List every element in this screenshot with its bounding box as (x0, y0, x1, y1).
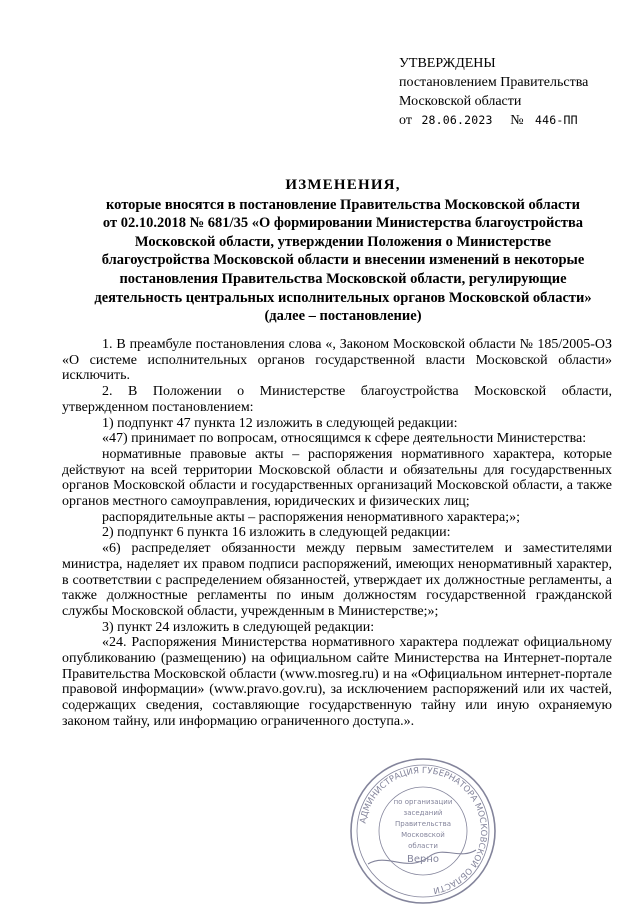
title-line: которые вносятся в постановление Правительства Московской области (106, 196, 580, 213)
stamp-center-line: по организации (393, 798, 453, 806)
paragraph-1: 1. В преамбуле постановления слова «, Законом Московской области № 185/2005-ОЗ «О системе исполнительных органов государственной власти Московской области» исключить. (62, 337, 612, 384)
title-line: деятельность центральных исполнительных органов Московской области» (94, 289, 592, 306)
stamp-center-line: заседаний (403, 809, 443, 817)
stamp-ring-text: АДМИНИСТРАЦИЯ ГУБЕРНАТОРА МОСКОВСКОЙ ОБЛАСТИ (358, 765, 489, 896)
approval-number: 446-ПП (535, 113, 578, 127)
title-line: благоустройства Московской области и внесении изменений в некоторые (101, 252, 585, 269)
approval-line-region: Московской области (399, 94, 522, 109)
paragraph-normative-acts: нормативные правовые акты – распоряжения нормативного характера, которые действуют на всей территории Московской области и обязательны для государственных органов Московской области и государственных организаций Московской области, а также органов местного самоуправления, юридических и физических лиц; (62, 446, 612, 510)
document-body (62, 337, 612, 730)
approval-date-number (399, 111, 629, 130)
approval-block (399, 54, 629, 130)
paragraph-2: 2. В Положении о Министерстве благоустройства Московской области, утвержденном постановлением: (62, 384, 612, 415)
approval-heading: УТВЕРЖДЕНЫ (399, 56, 496, 71)
title-line: (далее – постановление) (264, 308, 422, 325)
paragraph-administrative-acts: распорядительные акты – распоряжения ненормативного характера;»; (102, 509, 521, 525)
document-title (60, 176, 626, 326)
date-prefix: от (399, 113, 412, 128)
title-line: от 02.10.2018 № 681/35 «О формировании Министерства благоустройства (102, 215, 584, 232)
stamp-center-line: Правительства (395, 820, 451, 828)
paragraph-2-1: 1) подпункт 47 пункта 12 изложить в следующей редакции: (102, 415, 458, 431)
number-sign: № (510, 113, 524, 128)
official-stamp (348, 756, 498, 906)
stamp-verno: Верно (406, 854, 440, 865)
stamp-center-line: Московской (401, 831, 445, 839)
paragraph-2-3: 3) пункт 24 изложить в следующей редакции: (102, 619, 375, 635)
title-heading: ИЗМЕНЕНИЯ, (285, 177, 401, 193)
paragraph-item-47: «47) принимает по вопросам, относящимся к сфере деятельности Министерства: (102, 431, 587, 447)
paragraph-item-6: «6) распределяет обязанности между первым заместителем и заместителями министра, наделяет их правом подписи распоряжений, имеющих ненормативный характер, в соответствии с распределением обязанностей, утверждает их должностные регламенты, а также должностные регламенты по иным должностям государственной гражданской службы Московской области, учрежденным в Министерстве;»; (62, 541, 612, 619)
title-line: Московской области, утверждении Положения о Министерстве (134, 233, 552, 250)
signature-icon (368, 850, 476, 864)
approval-line-resolution: постановлением Правительства (399, 75, 589, 90)
approval-date: 28.06.2023 (421, 113, 493, 127)
title-line: постановления Правительства Московской области, регулирующие (119, 270, 567, 287)
paragraph-2-2: 2) подпункт 6 пункта 16 изложить в следующей редакции: (102, 525, 451, 541)
stamp-center-line: области (408, 842, 438, 850)
paragraph-item-24: «24. Распоряжения Министерства нормативного характера подлежат официальному опубликованию (размещению) на официальном сайте Министерства на Интернет-портале Правительства Московской области (www.mosreg.ru) и на «Официальном интернет-портале правовой информации» (www.pravo.gov.ru), за исключением распоряжений или их частей, содержащих сведения, составляющие государственную тайну или иную охраняемую законом тайну, или информацию ограниченного доступа.». (62, 635, 612, 729)
